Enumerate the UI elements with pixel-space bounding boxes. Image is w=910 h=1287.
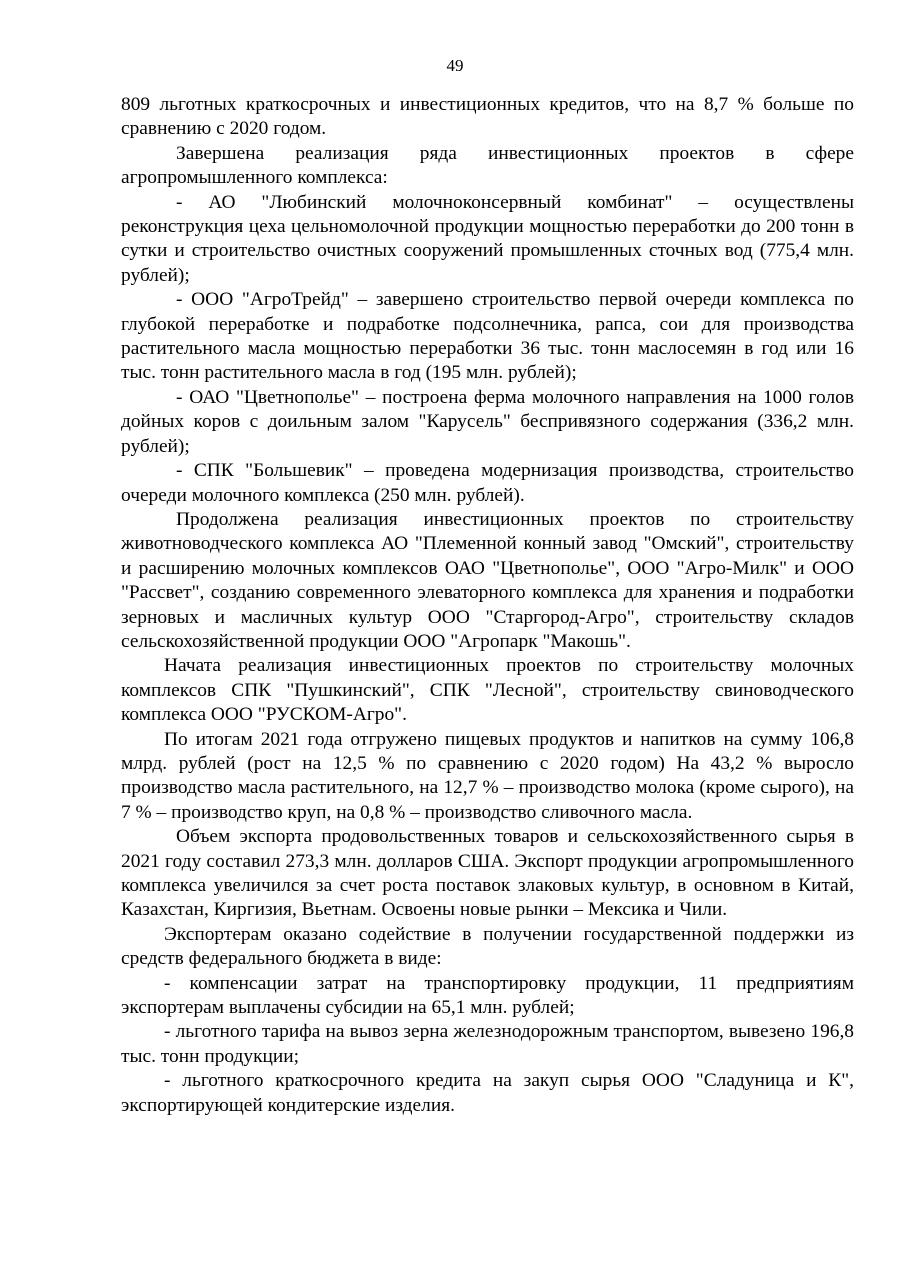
paragraph-credits-continuation: 809 льготных краткосрочных и инвестиционных кредитов, что на 8,7 % больше по сравнению с 2020 годом. <box>121 94 854 140</box>
paragraph-food-production: По итогам 2021 года отгружено пищевых продуктов и напитков на сумму 106,8 млрд. рублей (рост на 12,5 % по сравнению с 2020 годом) На 43,2 % выросло производство масла растительного, на 12,7 % – производство молока (кроме сырого), на 7 % – производство круп, на 0,8 % – производство сливочного масла. <box>121 728 854 823</box>
paragraph-continued-projects: Продолжена реализация инвестиционных проектов по строительству животноводческого комплекса АО "Племенной конный завод "Омский", строительству и расширению молочных комплексов ОАО "Цветнополье", ООО "Агро-Милк" и ООО "Рассвет", созданию современного элеваторного комплекса для хранения и подработки зерновых и масличных культур ООО "Старгород-Агро", строительству складов сельскохозяйственной продукции ООО "Агропарк "Макошь". <box>121 508 854 652</box>
list-item-tsvetnopolye: - ОАО "Цветнополье" – построена ферма молочного направления на 1000 голов дойных коров с доильным залом "Карусель" беспривязного содержания (336,2 млн. рублей); <box>121 386 854 457</box>
list-item-rail-tariff: - льготного тарифа на вывоз зерна железнодорожным транспортом, вывезено 196,8 тыс. тонн продукции; <box>121 1021 854 1067</box>
list-item-bolshevik: - СПК "Большевик" – проведена модернизация производства, строительство очереди молочного комплекса (250 млн. рублей). <box>121 460 854 506</box>
paragraph-exporters-support: Экспортерам оказано содействие в получении государственной поддержки из средств федерального бюджета в виде: <box>121 923 854 970</box>
paragraph-completed-projects-intro: Завершена реализация ряда инвестиционных проектов в сфере агропромышленного комплекса: <box>121 142 854 189</box>
document-body <box>121 93 854 1118</box>
paragraph-started-projects: Начата реализация инвестиционных проектов по строительству молочных комплексов СПК "Пушкинский", СПК "Лесной", строительству свиноводческого комплекса ООО "РУСКОМ-Агро". <box>121 655 854 726</box>
list-item-agrotrade: - ООО "АгроТрейд" – завершено строительство первой очереди комплекса по глубокой переработке и подработке подсолнечника, рапса, сои для производства растительного масла мощностью переработки 36 тыс. тонн маслосемян в год или 16 тыс. тонн растительного масла в год (195 млн. рублей); <box>121 289 854 384</box>
paragraph-export-volume: Объем экспорта продовольственных товаров и сельскохозяйственного сырья в 2021 году составил 273,3 млн. долларов США. Экспорт продукции агропромышленного комплекса увеличился за счет роста поставок злаковых культур, в основном в Китай, Казахстан, Киргизия, Вьетнам. Освоены новые рынки – Мексика и Чили. <box>121 826 854 921</box>
list-item-short-term-credit: - льготного краткосрочного кредита на закуп сырья ООО "Сладуница и К", экспортирующей кондитерские изделия. <box>121 1070 854 1116</box>
page-number: 49 <box>446 56 464 75</box>
list-item-lyubinsky-plant: - АО "Любинский молочноконсервный комбинат" – осуществлены реконструкция цеха цельномолочной продукции мощностью переработки до 200 тонн в сутки и строительство очистных сооружений промышленных сточных вод (775,4 млн. рублей); <box>121 191 854 286</box>
list-item-transport-compensation: - компенсации затрат на транспортировку продукции, 11 предприятиям экспортерам выплачены субсидии на 65,1 млн. рублей; <box>121 972 854 1019</box>
